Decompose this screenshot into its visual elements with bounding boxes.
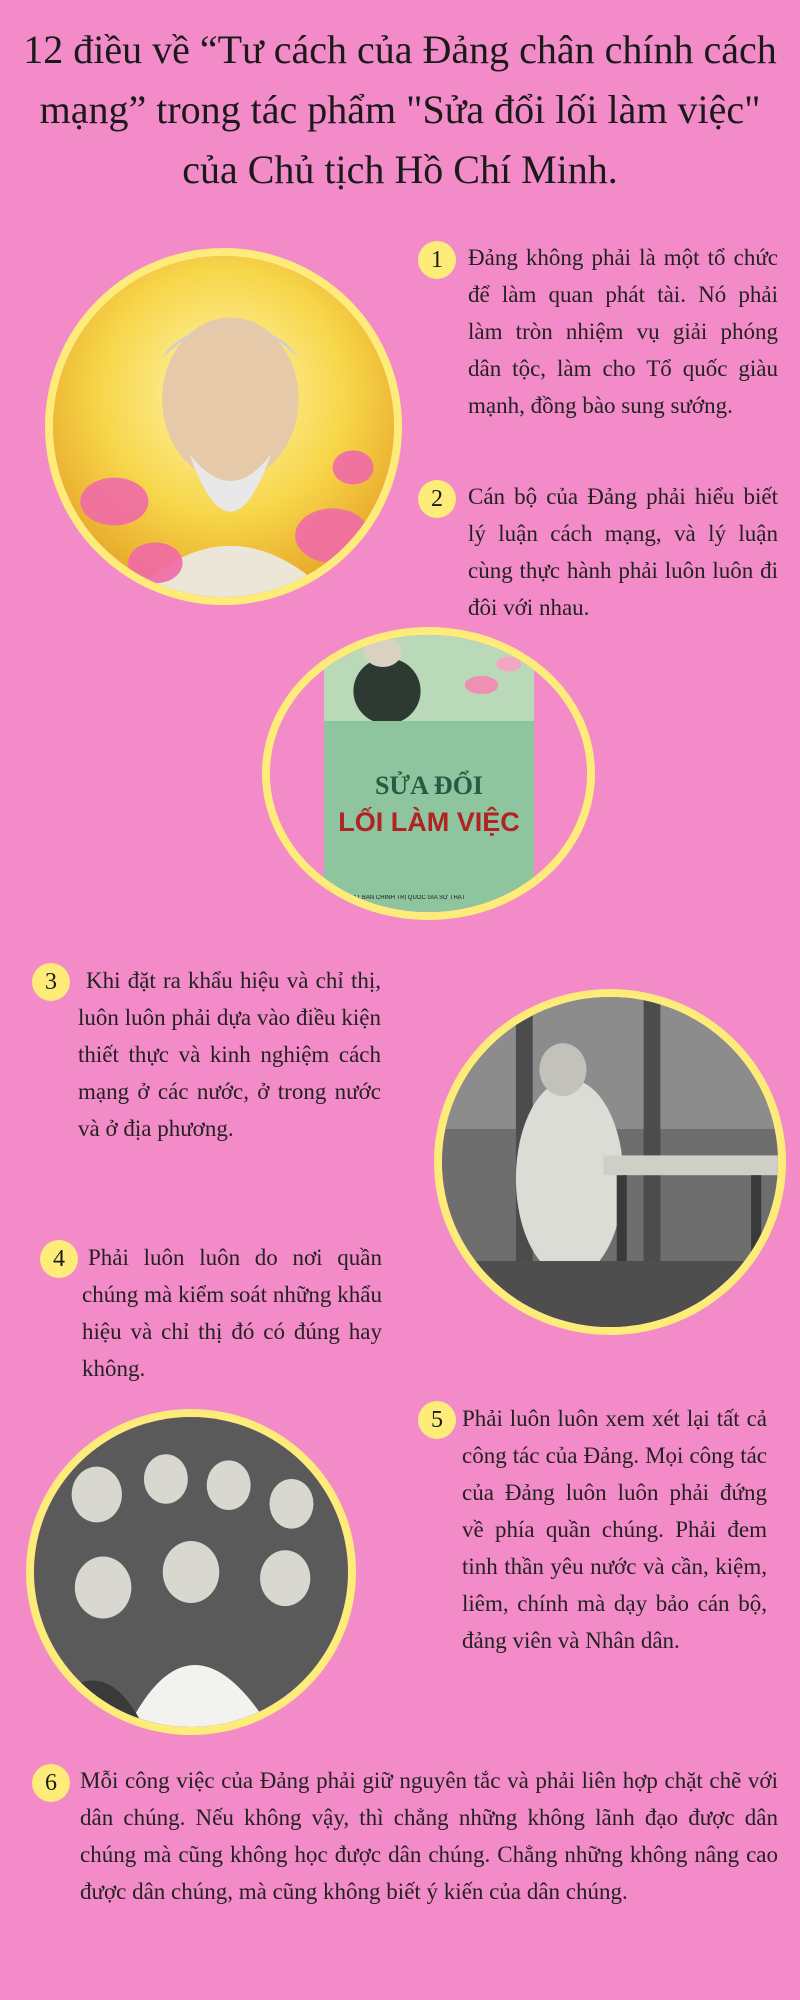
- item-6-number-badge: 6: [32, 1764, 70, 1802]
- item-3-text: Khi đặt ra khẩu hiệu và chỉ thị, luôn luôn phải dựa vào điều kiện thiết thực và kinh nghiệm cách mạng ở các nước, ở trong nước và ở địa phương.: [78, 968, 381, 1141]
- page-title: 12 điều về “Tư cách của Đảng chân chính cách mạng” trong tác phẩm "Sửa đổi lối làm việc" của Chủ tịch Hồ Chí Minh.: [23, 27, 777, 192]
- item-3-number-badge: 3: [32, 963, 70, 1001]
- item-2-text: Cán bộ của Đảng phải hiểu biết lý luận cách mạng, và lý luận cùng thực hành phải luôn luôn đi đôi với nhau.: [468, 484, 778, 620]
- book-title-line2: LỐI LÀM VIỆC: [338, 807, 520, 837]
- book-cover-photo: [262, 627, 595, 920]
- book-cover: [324, 631, 534, 920]
- item-4-number-badge: 4: [40, 1240, 78, 1278]
- portrait-photo: [45, 248, 402, 605]
- book-publisher: NHÀ XUẤT BẢN CHÍNH TRỊ QUỐC GIA SỰ THẬT: [330, 895, 466, 901]
- item-1-text: Đảng không phải là một tổ chức để làm quan phát tài. Nó phải làm tròn nhiệm vụ giải phóng dân tộc, làm cho Tổ quốc giàu mạnh, đồng bào sung sướng.: [468, 245, 778, 418]
- item-2-number-badge: 2: [418, 480, 456, 518]
- item-6-text: Mỗi công việc của Đảng phải giữ nguyên tắc và phải liên hợp chặt chẽ với dân chúng. Nếu không vậy, thì chẳng những không lãnh đạo được dân chúng mà cũng không học được dân chúng. Chẳng những không nâng cao được dân chúng, mà cũng không biết ý kiến của dân chúng.: [80, 1768, 778, 1904]
- crowd-photo: [26, 1409, 356, 1735]
- item-1-number-badge: 1: [418, 241, 456, 279]
- item-4-text: Phải luôn luôn do nơi quần chúng mà kiểm soát những khẩu hiệu và chỉ thị đó có đúng hay không.: [82, 1245, 382, 1381]
- item-5-number-badge: 5: [418, 1401, 456, 1439]
- book-title-line1: SỬA ĐỔI: [374, 771, 484, 800]
- book-author: X.Y.Z: [499, 639, 526, 651]
- writing-photo: [434, 989, 786, 1335]
- item-5-text: Phải luôn luôn xem xét lại tất cả công tác của Đảng. Mọi công tác của Đảng luôn luôn phải đứng về phía quần chúng. Phải đem tinh thần yêu nước và cần, kiệm, liêm, chính mà dạy bảo cán bộ, đảng viên và Nhân dân.: [462, 1406, 767, 1653]
